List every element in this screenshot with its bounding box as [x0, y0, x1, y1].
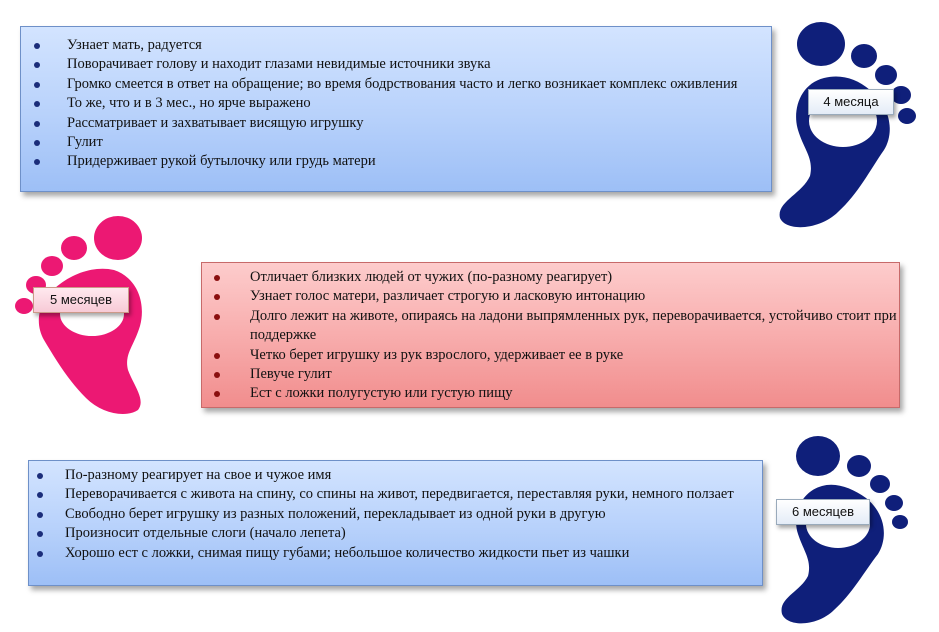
age-label-5-months: 5 месяцев	[33, 287, 129, 313]
bullet-icon	[214, 391, 220, 397]
bullet-icon	[214, 372, 220, 378]
list-item-text: Хорошо ест с ложки, снимая пищу губами; небольшое количество жидкости пьет из чашки	[65, 544, 630, 561]
list-item	[21, 114, 771, 133]
milestones-6-months	[28, 460, 763, 586]
list-item-text: Поворачивает голову и находит глазами невидимые источники звука	[67, 56, 491, 73]
milestone-list	[202, 268, 899, 404]
bullet-icon	[37, 551, 43, 557]
list-item	[29, 466, 762, 485]
list-item-text: Узнает мать, радуется	[67, 37, 202, 53]
bullet-icon	[34, 121, 40, 127]
bullet-icon	[34, 140, 40, 146]
bullet-icon	[214, 275, 220, 281]
list-item-text: То же, что и в 3 мес., но ярче выражено	[67, 95, 311, 112]
bullet-icon	[214, 294, 220, 300]
list-item-text: Гулит	[67, 134, 103, 151]
milestones-4-months	[20, 26, 772, 192]
list-item	[29, 544, 762, 563]
footprint-icon	[772, 426, 932, 630]
list-item	[29, 485, 762, 504]
list-item	[21, 75, 771, 94]
bullet-icon	[214, 314, 220, 320]
list-item	[21, 133, 771, 152]
bullet-icon	[34, 43, 40, 49]
bullet-icon	[37, 531, 43, 537]
bullet-icon	[34, 82, 40, 88]
bullet-icon	[37, 492, 43, 498]
bullet-icon	[34, 62, 40, 68]
list-item-text: Узнает голос матери, различает строгую и ласковую интонацию	[250, 288, 646, 305]
bullet-icon	[37, 512, 43, 518]
milestone-list	[29, 466, 762, 563]
list-item	[202, 307, 899, 346]
list-item	[202, 287, 899, 306]
list-item-text: Отличает близких людей от чужих (по-разному реагирует)	[250, 269, 613, 285]
list-item	[29, 505, 762, 524]
list-item	[202, 365, 899, 384]
list-item	[21, 55, 771, 74]
list-item-text: Придерживает рукой бутылочку или грудь матери	[67, 153, 376, 170]
list-item-text: Рассматривает и захватывает висящую игрушку	[67, 114, 364, 131]
list-item-text: Произносит отдельные слоги (начало лепета)	[65, 525, 346, 542]
list-item	[21, 36, 771, 55]
list-item-text: По-разному реагирует на свое и чужое имя	[65, 467, 332, 483]
list-item-text: Громко смеется в ответ на обращение; во время бодрствования часто и легко возникает комплекс оживления	[67, 75, 738, 92]
list-item-text: Переворачивается с живота на спину, со спины на живот, передвигается, переставляя руки, немного ползает	[65, 486, 734, 503]
list-item-text: Ест с ложки полугустую или густую пищу	[250, 385, 513, 402]
milestone-list	[21, 36, 771, 172]
list-item	[29, 524, 762, 543]
list-item-text: Долго лежит на животе, опираясь на ладони выпрямленных рук, переворачивается, устойчиво стоит при поддержке	[250, 307, 897, 344]
milestones-5-months	[201, 262, 900, 408]
list-item	[202, 384, 899, 403]
footprint-icon	[772, 12, 934, 234]
list-item	[21, 152, 771, 171]
bullet-icon	[37, 473, 43, 479]
list-item-text: Четко берет игрушку из рук взрослого, удерживает ее в руке	[250, 346, 624, 363]
bullet-icon	[214, 353, 220, 359]
bullet-icon	[34, 101, 40, 107]
list-item-text: Свободно берет игрушку из разных положений, перекладывает из одной руки в другую	[65, 505, 606, 522]
bullet-icon	[34, 159, 40, 165]
age-label-6-months: 6 месяцев	[776, 499, 870, 525]
list-item	[202, 346, 899, 365]
age-label-4-months: 4 месяца	[808, 89, 894, 115]
list-item	[21, 94, 771, 113]
list-item-text: Певуче гулит	[250, 366, 332, 383]
list-item	[202, 268, 899, 287]
